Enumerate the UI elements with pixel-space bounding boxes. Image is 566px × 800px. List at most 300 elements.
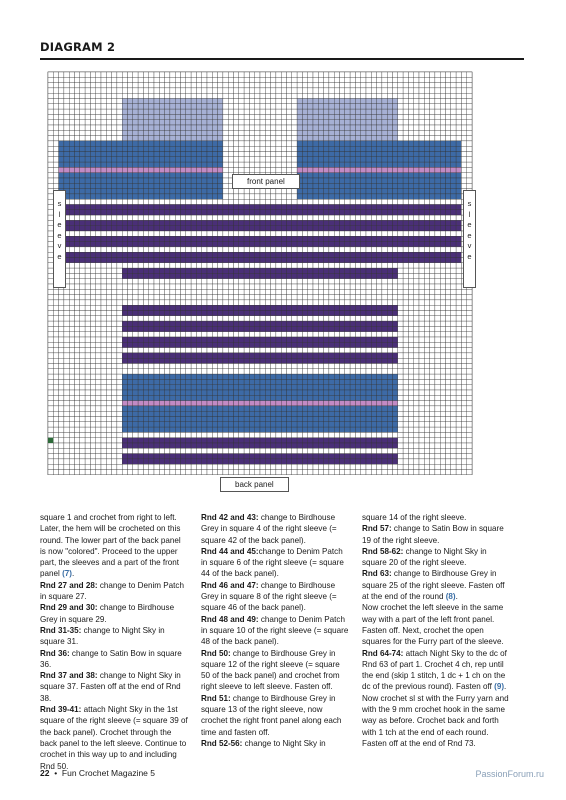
grid-square <box>53 374 58 379</box>
grid-square <box>101 120 106 125</box>
grid-square <box>377 189 382 194</box>
grid-square <box>244 194 249 199</box>
grid-square <box>382 167 387 172</box>
grid-square <box>265 311 270 316</box>
grid-square <box>143 125 148 130</box>
grid-square <box>292 369 297 374</box>
grid-square <box>80 263 85 268</box>
grid-square <box>371 374 376 379</box>
grid-square <box>435 83 440 88</box>
grid-square <box>181 252 186 257</box>
grid-square <box>122 194 127 199</box>
grid-square <box>96 252 101 257</box>
grid-square <box>456 183 461 188</box>
grid-square <box>143 226 148 231</box>
grid-square <box>207 252 212 257</box>
grid-square <box>276 93 281 98</box>
grid-square <box>387 99 392 104</box>
grid-square <box>408 88 413 93</box>
grid-square <box>430 205 435 210</box>
grid-square <box>212 231 217 236</box>
grid-square <box>302 364 307 369</box>
grid-square <box>467 385 472 390</box>
grid-square <box>212 273 217 278</box>
grid-square <box>271 220 276 225</box>
grid-square <box>64 316 69 321</box>
grid-square <box>398 99 403 104</box>
grid-square <box>297 136 302 141</box>
grid-square <box>101 189 106 194</box>
grid-square <box>430 141 435 146</box>
grid-square <box>260 215 265 220</box>
grid-square <box>361 141 366 146</box>
grid-square <box>334 77 339 82</box>
grid-square <box>461 88 466 93</box>
grid-square <box>456 247 461 252</box>
grid-square <box>191 263 196 268</box>
grid-square <box>297 247 302 252</box>
grid-square <box>234 374 239 379</box>
grid-square <box>143 194 148 199</box>
grid-square <box>149 358 154 363</box>
grid-square <box>212 348 217 353</box>
grid-square <box>159 93 164 98</box>
grid-square <box>313 242 318 247</box>
grid-square <box>255 316 260 321</box>
grid-square <box>318 88 323 93</box>
grid-square <box>255 194 260 199</box>
grid-square <box>271 120 276 125</box>
grid-square <box>424 247 429 252</box>
grid-square <box>239 99 244 104</box>
grid-square <box>255 321 260 326</box>
grid-square <box>276 358 281 363</box>
grid-square <box>329 215 334 220</box>
grid-square <box>223 279 228 284</box>
grid-square <box>133 379 138 384</box>
grid-square <box>212 258 217 263</box>
grid-square <box>64 162 69 167</box>
grid-square <box>191 332 196 337</box>
grid-square <box>297 374 302 379</box>
grid-square <box>149 289 154 294</box>
grid-square <box>75 83 80 88</box>
grid-square <box>467 88 472 93</box>
grid-square <box>419 215 424 220</box>
grid-square <box>112 152 117 157</box>
grid-square <box>59 173 64 178</box>
grid-square <box>239 120 244 125</box>
grid-square <box>419 273 424 278</box>
grid-square <box>340 162 345 167</box>
grid-square <box>382 252 387 257</box>
grid-square <box>467 162 472 167</box>
grid-square <box>265 72 270 77</box>
grid-square <box>366 104 371 109</box>
grid-square <box>408 130 413 135</box>
grid-square <box>345 199 350 204</box>
grid-square <box>133 93 138 98</box>
grid-square <box>419 72 424 77</box>
grid-square <box>80 358 85 363</box>
grid-square <box>318 109 323 114</box>
grid-square <box>435 231 440 236</box>
grid-square <box>96 231 101 236</box>
grid-square <box>154 231 159 236</box>
grid-square <box>117 104 122 109</box>
grid-square <box>308 99 313 104</box>
grid-square <box>398 268 403 273</box>
grid-square <box>249 395 254 400</box>
grid-square <box>244 247 249 252</box>
grid-square <box>377 120 382 125</box>
grid-square <box>371 247 376 252</box>
grid-square <box>170 337 175 342</box>
grid-square <box>223 152 228 157</box>
grid-square <box>419 279 424 284</box>
grid-square <box>48 379 53 384</box>
grid-square <box>186 167 191 172</box>
grid-square <box>165 332 170 337</box>
grid-square <box>308 332 313 337</box>
grid-square <box>202 109 207 114</box>
grid-square <box>143 83 148 88</box>
grid-square <box>223 130 228 135</box>
grid-square <box>398 273 403 278</box>
grid-square <box>308 183 313 188</box>
grid-square <box>419 321 424 326</box>
grid-square <box>287 83 292 88</box>
grid-square <box>260 374 265 379</box>
grid-square <box>313 194 318 199</box>
grid-square <box>371 300 376 305</box>
grid-square <box>117 374 122 379</box>
grid-square <box>196 252 201 257</box>
grid-square <box>297 311 302 316</box>
grid-square <box>255 358 260 363</box>
grid-square <box>128 385 133 390</box>
grid-square <box>297 369 302 374</box>
grid-square <box>329 300 334 305</box>
grid-square <box>334 194 339 199</box>
grid-square <box>324 146 329 151</box>
grid-square <box>361 125 366 130</box>
grid-square <box>101 236 106 241</box>
grid-square <box>424 379 429 384</box>
grid-square <box>149 374 154 379</box>
grid-square <box>350 273 355 278</box>
grid-square <box>292 88 297 93</box>
grid-square <box>122 279 127 284</box>
grid-square <box>117 247 122 252</box>
grid-square <box>143 295 148 300</box>
grid-square <box>329 146 334 151</box>
grid-square <box>408 374 413 379</box>
grid-square <box>181 268 186 273</box>
grid-square <box>467 77 472 82</box>
grid-square <box>85 141 90 146</box>
grid-square <box>340 289 345 294</box>
grid-square <box>143 231 148 236</box>
grid-square <box>297 167 302 172</box>
grid-square <box>239 385 244 390</box>
grid-square <box>244 120 249 125</box>
grid-square <box>154 401 159 406</box>
grid-square <box>212 114 217 119</box>
grid-square <box>361 152 366 157</box>
grid-square <box>461 173 466 178</box>
grid-square <box>340 390 345 395</box>
grid-square <box>334 72 339 77</box>
grid-square <box>117 183 122 188</box>
grid-square <box>212 93 217 98</box>
grid-square <box>249 141 254 146</box>
grid-square <box>228 342 233 347</box>
grid-square <box>138 401 143 406</box>
grid-square <box>393 99 398 104</box>
grid-square <box>122 342 127 347</box>
grid-square <box>138 130 143 135</box>
grid-square <box>234 364 239 369</box>
grid-square <box>122 210 127 215</box>
grid-square <box>355 316 360 321</box>
grid-square <box>414 130 419 135</box>
grid-square <box>218 226 223 231</box>
grid-square <box>255 326 260 331</box>
grid-square <box>202 295 207 300</box>
grid-square <box>440 194 445 199</box>
grid-square <box>281 136 286 141</box>
grid-square <box>223 332 228 337</box>
grid-square <box>101 273 106 278</box>
grid-square <box>138 321 143 326</box>
grid-square <box>48 332 53 337</box>
grid-square <box>292 236 297 241</box>
grid-square <box>207 152 212 157</box>
grid-square <box>371 104 376 109</box>
grid-square <box>175 120 180 125</box>
grid-square <box>249 385 254 390</box>
grid-square <box>69 77 74 82</box>
grid-square <box>403 167 408 172</box>
grid-square <box>196 77 201 82</box>
grid-square <box>69 199 74 204</box>
grid-square <box>175 130 180 135</box>
grid-square <box>419 332 424 337</box>
grid-square <box>149 311 154 316</box>
grid-square <box>112 247 117 252</box>
grid-square <box>350 178 355 183</box>
grid-square <box>377 231 382 236</box>
grid-square <box>159 178 164 183</box>
grid-square <box>334 83 339 88</box>
grid-square <box>398 152 403 157</box>
grid-square <box>313 93 318 98</box>
grid-square <box>207 162 212 167</box>
grid-square <box>202 252 207 257</box>
grid-square <box>202 220 207 225</box>
grid-square <box>419 305 424 310</box>
grid-square <box>85 77 90 82</box>
grid-square <box>218 93 223 98</box>
grid-square <box>234 152 239 157</box>
grid-square <box>191 231 196 236</box>
grid-square <box>387 353 392 358</box>
grid-square <box>329 152 334 157</box>
grid-square <box>133 72 138 77</box>
grid-square <box>255 273 260 278</box>
grid-square <box>313 305 318 310</box>
grid-square <box>218 146 223 151</box>
grid-square <box>75 146 80 151</box>
grid-square <box>202 326 207 331</box>
grid-square <box>430 279 435 284</box>
grid-square <box>334 120 339 125</box>
grid-square <box>403 183 408 188</box>
grid-square <box>446 125 451 130</box>
grid-square <box>276 130 281 135</box>
grid-square <box>101 205 106 210</box>
grid-square <box>228 364 233 369</box>
grid-square <box>133 77 138 82</box>
grid-square <box>59 295 64 300</box>
grid-square <box>64 173 69 178</box>
grid-square <box>181 167 186 172</box>
grid-square <box>398 242 403 247</box>
grid-square <box>446 369 451 374</box>
grid-square <box>48 326 53 331</box>
grid-square <box>265 104 270 109</box>
grid-square <box>287 220 292 225</box>
grid-square <box>85 183 90 188</box>
grid-square <box>355 321 360 326</box>
grid-square <box>191 136 196 141</box>
grid-square <box>281 279 286 284</box>
grid-square <box>244 152 249 157</box>
grid-square <box>149 305 154 310</box>
grid-square <box>393 326 398 331</box>
grid-square <box>292 284 297 289</box>
grid-square <box>355 326 360 331</box>
grid-square <box>186 321 191 326</box>
grid-square <box>218 321 223 326</box>
grid-square <box>403 379 408 384</box>
grid-square <box>80 189 85 194</box>
grid-square <box>85 364 90 369</box>
grid-square <box>122 173 127 178</box>
grid-square <box>64 152 69 157</box>
grid-square <box>313 358 318 363</box>
grid-square <box>451 114 456 119</box>
grid-square <box>461 358 466 363</box>
grid-square <box>265 152 270 157</box>
grid-square <box>324 289 329 294</box>
grid-square <box>122 321 127 326</box>
grid-square <box>75 311 80 316</box>
grid-square <box>133 152 138 157</box>
grid-square <box>276 342 281 347</box>
grid-square <box>329 220 334 225</box>
grid-square <box>207 321 212 326</box>
grid-square <box>414 226 419 231</box>
grid-square <box>196 231 201 236</box>
grid-square <box>350 348 355 353</box>
grid-square <box>393 109 398 114</box>
grid-square <box>324 348 329 353</box>
grid-square <box>382 268 387 273</box>
grid-square <box>112 178 117 183</box>
grid-square <box>329 120 334 125</box>
grid-square <box>96 146 101 151</box>
grid-square <box>345 311 350 316</box>
grid-square <box>260 348 265 353</box>
grid-square <box>196 93 201 98</box>
grid-square <box>366 353 371 358</box>
grid-square <box>154 72 159 77</box>
grid-square <box>149 199 154 204</box>
grid-square <box>85 130 90 135</box>
grid-square <box>122 364 127 369</box>
grid-square <box>340 114 345 119</box>
grid-square <box>324 104 329 109</box>
grid-square <box>244 141 249 146</box>
grid-square <box>202 178 207 183</box>
grid-square <box>244 289 249 294</box>
grid-square <box>345 93 350 98</box>
grid-square <box>212 337 217 342</box>
grid-square <box>112 183 117 188</box>
grid-square <box>398 379 403 384</box>
grid-square <box>64 130 69 135</box>
grid-square <box>196 136 201 141</box>
grid-square <box>345 273 350 278</box>
grid-square <box>170 178 175 183</box>
grid-square <box>143 162 148 167</box>
grid-square <box>467 295 472 300</box>
grid-square <box>382 258 387 263</box>
grid-square <box>117 337 122 342</box>
grid-square <box>398 369 403 374</box>
grid-square <box>85 369 90 374</box>
grid-square <box>96 136 101 141</box>
grid-square <box>287 273 292 278</box>
grid-square <box>302 146 307 151</box>
grid-square <box>424 141 429 146</box>
grid-square <box>106 284 111 289</box>
grid-square <box>128 332 133 337</box>
grid-square <box>371 99 376 104</box>
grid-square <box>96 178 101 183</box>
grid-square <box>355 358 360 363</box>
grid-square <box>175 342 180 347</box>
grid-square <box>85 279 90 284</box>
grid-square <box>334 305 339 310</box>
grid-square <box>430 215 435 220</box>
grid-square <box>398 205 403 210</box>
grid-square <box>451 215 456 220</box>
grid-square <box>96 99 101 104</box>
grid-square <box>260 120 265 125</box>
grid-square <box>69 273 74 278</box>
grid-square <box>461 72 466 77</box>
grid-square <box>461 326 466 331</box>
grid-square <box>318 189 323 194</box>
grid-square <box>75 369 80 374</box>
grid-square <box>408 72 413 77</box>
grid-square <box>313 348 318 353</box>
grid-square <box>350 120 355 125</box>
grid-square <box>218 385 223 390</box>
